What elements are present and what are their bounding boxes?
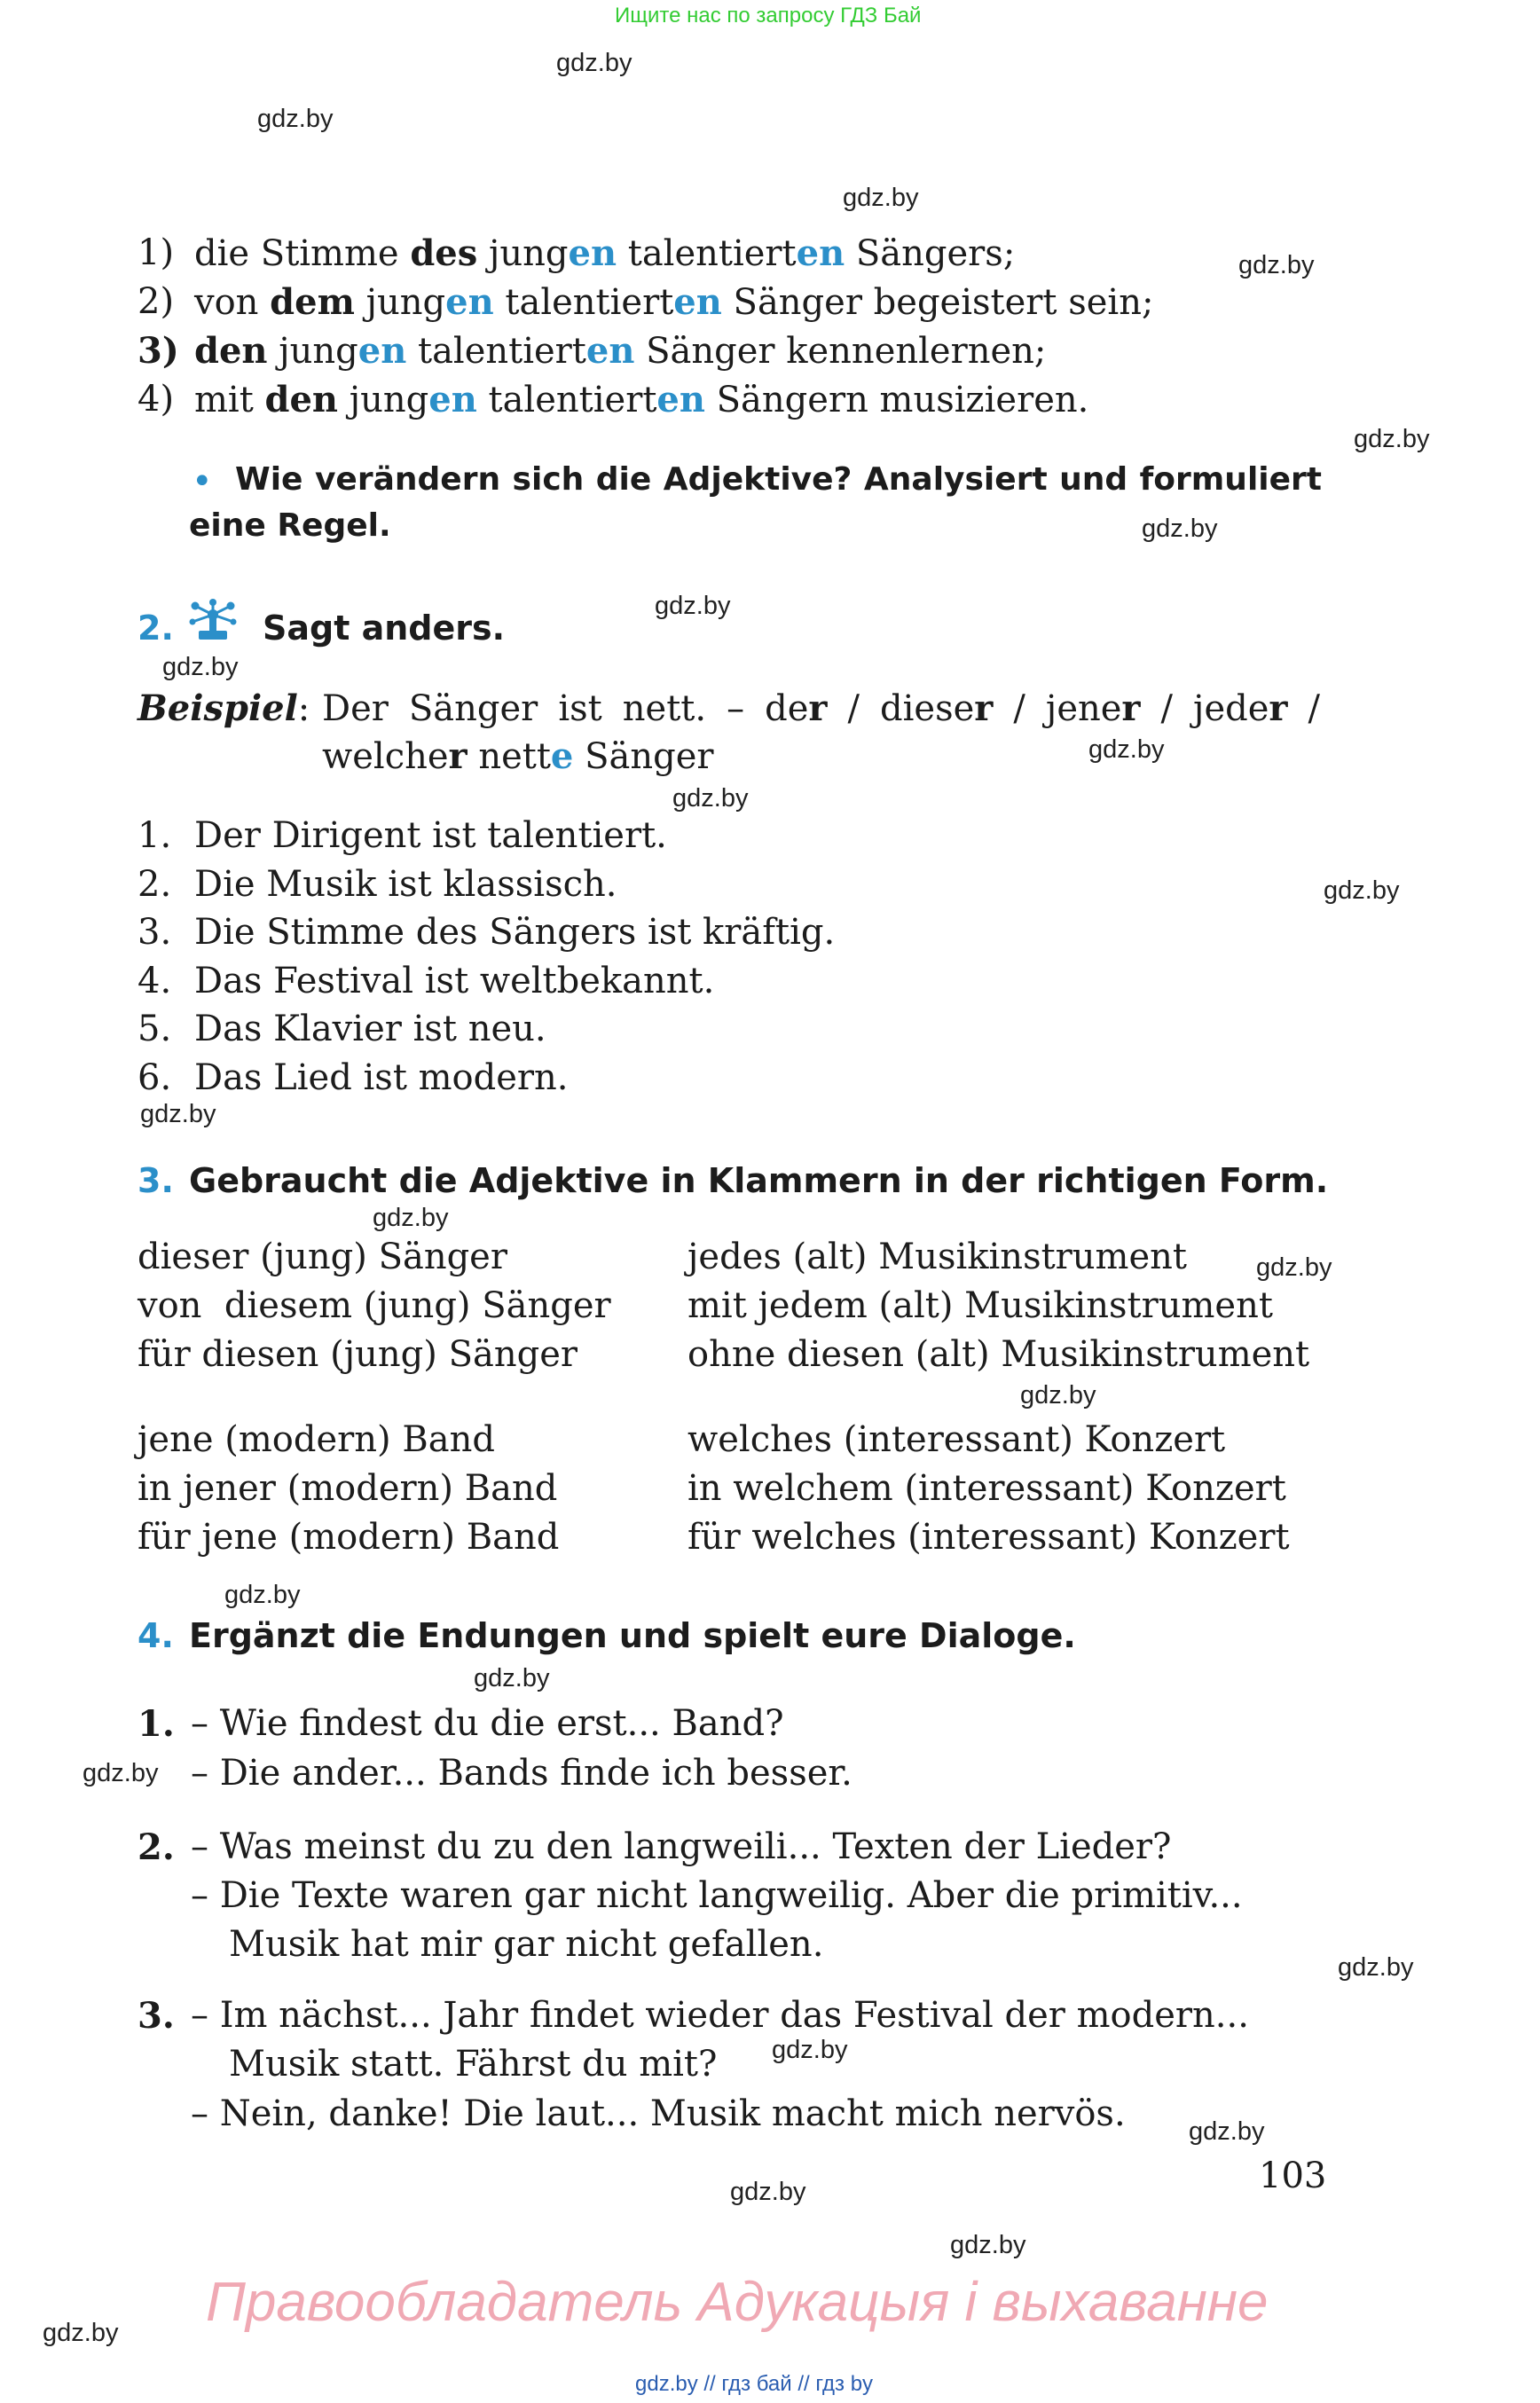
bottom-links[interactable]: gdz.by // гдз бай // гдз by (635, 2372, 874, 2396)
dialog-line: – Wie findest du die erst... Band? (191, 1703, 784, 1744)
text-run: en (358, 330, 407, 372)
text-run: des (410, 232, 478, 274)
text-run: von (194, 282, 271, 323)
text-run: en (585, 330, 635, 372)
text-run: dem (270, 281, 355, 323)
watermark: gdz.by (373, 1204, 449, 1232)
question-bullet: • (192, 461, 213, 502)
dialog-number: 2. (138, 1826, 175, 1868)
watermark: gdz.by (224, 1581, 301, 1609)
watermark: gdz.by (1189, 2117, 1265, 2146)
exercise-2-item-number: 3. (138, 912, 172, 953)
text-run: mit (194, 380, 265, 420)
text-run: Sänger (573, 736, 714, 777)
exercise-3-left-item: von diesem (jung) Sänger (138, 1285, 611, 1326)
text-run: welche (322, 736, 449, 777)
exercise-2-item-number: 6. (138, 1056, 172, 1098)
text-run: Sängern musizieren. (704, 380, 1089, 420)
text-run: talentiert (476, 380, 657, 420)
dialog-number: 3. (138, 1995, 175, 2037)
text-run: en (673, 281, 722, 323)
text-run: en (428, 379, 477, 420)
example-label: Beispiel (138, 687, 298, 729)
text-run: Sänger kennenlernen; (634, 331, 1047, 372)
dialog-number: 1. (138, 1703, 175, 1745)
watermark: gdz.by (257, 105, 334, 133)
exercise-3-right-item: für welches (interessant) Konzert (688, 1517, 1290, 1558)
text-run: / diese (827, 688, 975, 729)
copyright-watermark: Правообладатель Адукацыя і выхаванне (206, 2272, 1269, 2333)
exercise-2-item-text: Das Festival ist weltbekannt. (194, 960, 715, 1001)
dialog-line: – Was meinst du zu den langweili... Texten der Lieder? (191, 1826, 1172, 1867)
exercise-2-item-number: 4. (138, 960, 172, 1001)
text-run: nett (467, 736, 551, 777)
watermark: gdz.by (843, 184, 919, 212)
watermark: gdz.by (556, 49, 632, 77)
list-item-text (194, 232, 1015, 274)
exercise-4-title: Ergänzt die Endungen und spielt eure Dialoge. (189, 1616, 1076, 1655)
exercise-2-title: Sagt anders. (263, 609, 506, 648)
text-run: den (194, 330, 268, 372)
exercise-2-item-number: 2. (138, 863, 172, 905)
exercise-3-right-item: mit jedem (alt) Musikinstrument (688, 1285, 1273, 1326)
dialog-line: Musik hat mir gar nicht gefallen. (229, 1924, 824, 1965)
watermark: gdz.by (474, 1664, 550, 1692)
text-run: Der Sänger ist nett. – de (322, 688, 809, 729)
example-label-wrap (138, 687, 310, 729)
list-item-text (194, 281, 1153, 323)
exercise-3-left-item: für diesen (jung) Sänger (138, 1334, 578, 1375)
exercise-2-item-text: Die Stimme des Sängers ist kräftig. (194, 912, 836, 953)
text-run: en (568, 232, 617, 274)
text-run: talentiert (493, 282, 674, 323)
dialog-line: – Die ander... Bands finde ich besser. (191, 1753, 852, 1794)
watermark: gdz.by (1020, 1381, 1096, 1410)
exercise-3-number: 3. (138, 1161, 174, 1200)
exercise-3-left-item: für jene (modern) Band (138, 1517, 560, 1558)
text-run: die Stimme (194, 233, 411, 274)
text-run: r (1121, 687, 1141, 729)
dialog-line: – Im nächst... Jahr findet wieder das Festival der modern... (191, 1995, 1249, 2036)
exercise-2-item-text: Das Lied ist modern. (194, 1056, 569, 1098)
exercise-3-left-item: in jener (modern) Band (138, 1468, 558, 1509)
watermark: gdz.by (1354, 425, 1430, 453)
text-run: r (1269, 687, 1288, 729)
watermark: gdz.by (1256, 1253, 1332, 1282)
question-line-1: Wie verändern sich die Adjektive? Analysiert und formuliert (235, 461, 1322, 498)
exercise-3-title: Gebraucht die Adjektive in Klammern in der richtigen Form. (189, 1161, 1329, 1200)
group-work-icon (188, 599, 238, 643)
text-run: en (445, 281, 494, 323)
list-item-number: 2) (138, 281, 175, 322)
text-run: den (264, 379, 339, 420)
watermark: gdz.by (43, 2319, 119, 2347)
top-banner[interactable]: Ищите нас по запросу ГДЗ Бай (615, 4, 922, 27)
exercise-3-right-item: welches (interessant) Konzert (688, 1419, 1226, 1460)
exercise-2-item-text: Der Dirigent ist talentiert. (194, 815, 667, 856)
watermark: gdz.by (162, 653, 239, 681)
page-number: 103 (1259, 2156, 1327, 2196)
text-run: / (1287, 688, 1320, 729)
text-run: r (448, 735, 468, 777)
watermark: gdz.by (1142, 514, 1218, 543)
text-run: en (796, 232, 845, 274)
watermark: gdz.by (140, 1100, 216, 1128)
watermark: gdz.by (1338, 1953, 1414, 1982)
example-line-1 (322, 687, 1320, 729)
watermark: gdz.by (772, 2036, 848, 2064)
watermark: gdz.by (672, 784, 749, 813)
text-run: Sängers; (845, 233, 1016, 274)
example-colon: : (297, 688, 310, 729)
watermark: gdz.by (1088, 735, 1165, 764)
text-run: e (550, 735, 574, 777)
exercise-3-left-item: dieser (jung) Sänger (138, 1237, 507, 1277)
watermark: gdz.by (730, 2178, 806, 2206)
watermark: gdz.by (1238, 251, 1315, 279)
exercise-3-right-item: jedes (alt) Musikinstrument (688, 1237, 1187, 1277)
exercise-2-item-number: 1. (138, 815, 172, 856)
dialog-line: Musik statt. Fährst du mit? (229, 2044, 718, 2085)
text-run: jung (267, 331, 358, 372)
text-run: talentiert (406, 331, 586, 372)
exercise-4-number: 4. (138, 1616, 174, 1655)
exercise-2-item-text: Das Klavier ist neu. (194, 1009, 546, 1049)
text-run: jung (477, 233, 569, 274)
exercise-2-item-number: 5. (138, 1009, 172, 1049)
text-run: en (656, 379, 705, 420)
list-item-text (194, 379, 1088, 420)
text-run: / jede (1140, 688, 1269, 729)
list-item-text (194, 330, 1046, 372)
question-line-2: eine Regel. (189, 507, 391, 544)
list-item-number: 3) (138, 330, 179, 372)
text-run: jung (354, 282, 446, 323)
watermark: gdz.by (950, 2231, 1026, 2259)
exercise-3-right-item: in welchem (interessant) Konzert (688, 1468, 1286, 1509)
exercise-2-number: 2. (138, 609, 174, 648)
text-run: jung (338, 380, 429, 420)
watermark: gdz.by (82, 1759, 159, 1787)
list-item-number: 1) (138, 232, 175, 273)
text-run: / jene (993, 688, 1122, 729)
example-line-2 (322, 735, 714, 777)
text-run: r (808, 687, 828, 729)
dialog-line: – Die Texte waren gar nicht langweilig. Aber die primitiv... (191, 1875, 1243, 1916)
exercise-2-item-text: Die Musik ist klassisch. (194, 863, 617, 905)
text-run: r (974, 687, 994, 729)
list-item-number: 4) (138, 379, 175, 420)
dialog-line: – Nein, danke! Die laut... Musik macht mich nervös. (191, 2093, 1126, 2134)
watermark: gdz.by (655, 592, 731, 620)
text-run: Sänger begeistert sein; (721, 282, 1154, 323)
text-run: talentiert (617, 233, 797, 274)
watermark: gdz.by (1324, 876, 1400, 905)
exercise-3-right-item: ohne diesen (alt) Musikinstrument (688, 1334, 1310, 1375)
exercise-3-left-item: jene (modern) Band (138, 1419, 495, 1460)
